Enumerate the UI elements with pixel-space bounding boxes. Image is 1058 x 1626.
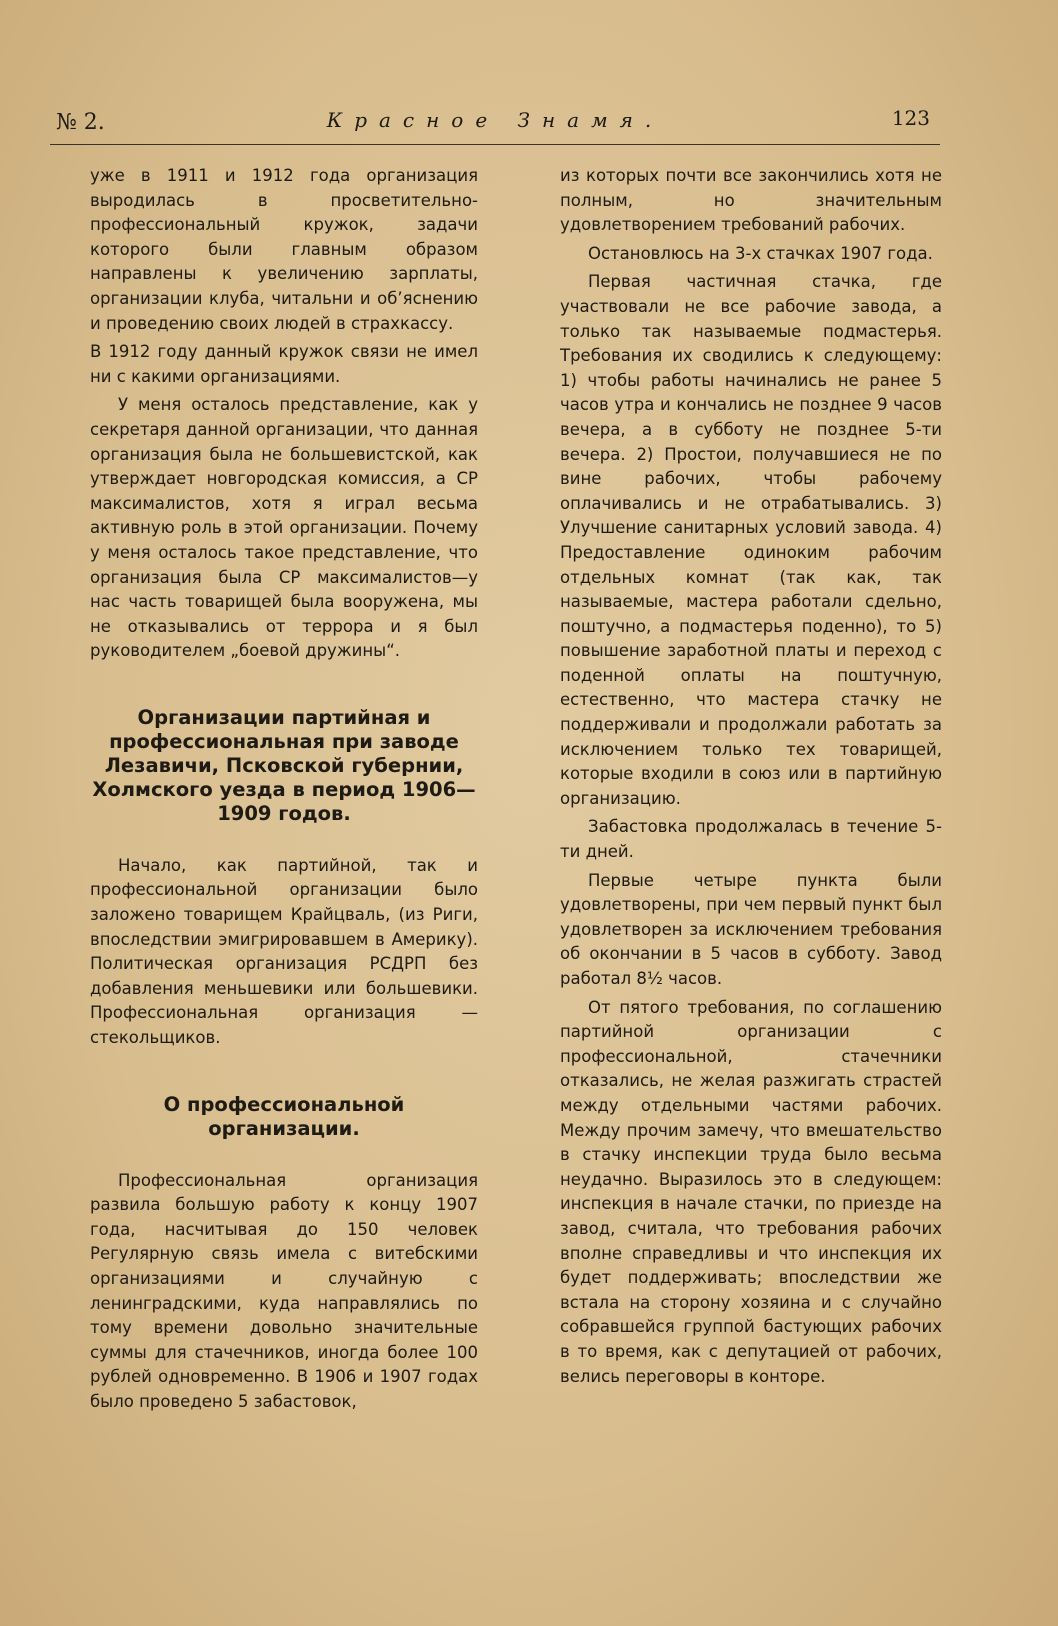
paragraph: Первая частичная стачка, где участвовали не все рабочие завода, а только так называемые подмастерья. Требования их сводились к следующему: 1) чтобы работы начинались не ранее 5 часов утра и кончались не позднее 9 часов вечера, а в субботу не позднее 5-ти вечера. 2) Простои, получавшиеся не по вине рабочих, чтобы рабочему оплачивались и не отрабатывались. 3) Улучшение санитарных условий завода. 4) Предоставление одиноким рабочим отдельных комнат (так как, так называемые, мастера работали сдельно, поштучно, а подмастерья поденно), то 5) повышение заработной платы и переход с поденной оплаты на поштучную, естественно, что мастера стачку не поддерживали и продолжали работать за исключением только тех товарищей, которые входили в союз или в партийную организацию.	[560, 272, 942, 808]
paragraph: От пятого требования, по соглашению партийной организации с профессиональной, стачечники отказались, не желая разжигать страстей между отдельными частями рабочих. Между прочим замечу, что вмешательство в стачку инспекции труда было весьма неудачно. Выразилось это в следующем: инспекция в начале стачки, по приезде на завод, считала, что требования рабочих вполне справедливы и что инспекция их будет поддерживать; впоследствии же встала на сторону хозяина и с случайно собравшейся группой бастующих рабочих в то время, как с депутацией от рабочих, велись переговоры в конторе.	[560, 997, 942, 1386]
paragraph: из которых почти все закончились хотя не полным, но значительным удовлетворением требований рабочих.	[560, 166, 942, 235]
paragraph: В 1912 году данный кружок связи не имел ни с какими организациями.	[90, 342, 478, 386]
left-column	[90, 164, 478, 1419]
issue-number: № 2.	[56, 110, 105, 135]
paragraph: Забастовка продолжалась в течение 5-ти дней.	[560, 817, 942, 862]
paragraph: уже в 1911 и 1912 года организация выродилась в просветительно-профессиональный кружок, задачи которого были главным образом направлены к увеличению зарплаты, организации клуба, читальни и об’яснению и проведению своих людей в страхкассу.	[90, 166, 478, 333]
paragraph: Начало, как партийной, так и профессиональной организации было заложено товарищем Крайцваль, (из Риги, впоследствии эмигрировавшем в Америку). Политическая организация РСДРП без добавления меньшевики или большевики. Профессиональная организация — стекольщиков.	[90, 855, 478, 1048]
section-heading: О профессиональной организации.	[163, 1092, 405, 1140]
paragraph: Первые четыре пункта были удовлетворены, при чем первый пункт был удовлетворен за исключением требования об окончании в 5 часов в субботу. Завод работал 8½ часов.	[560, 870, 942, 988]
paragraph: У меня осталось представление, как у секретаря данной организации, что данная организация была не большевистской, как утверждает новгородская комиссия, а СР максималистов, хотя я играл весьма активную роль в этой организации. Почему у меня осталось такое представление, что организация была СР максималистов—у нас часть товарищей была вооружена, мы не отказывались от террора и я был руководителем „боевой дружины“.	[90, 395, 478, 661]
running-header	[50, 104, 940, 145]
paragraph: Профессиональная организация развила большую работу к концу 1907 года, насчитывая до 150 человек Регулярную связь имела с витебскими организациями и случайную с ленинградскими, куда направлялись по тому времени довольно значительные суммы для стачечников, иногда более 100 рублей одновременно. В 1906 и 1907 годах было проведено 5 забастовок,	[90, 1170, 478, 1411]
section-heading: Организации партийная и профессиональная при заводе Лезавичи, Псковской губернии, Холмского уезда в период 1906—1909 годов.	[92, 705, 476, 825]
journal-title: Красное Знамя.	[326, 108, 664, 132]
paragraph: Остановлюсь на 3-х стачках 1907 года.	[588, 243, 933, 263]
page-number: 123	[891, 106, 930, 130]
right-column	[560, 164, 942, 1393]
